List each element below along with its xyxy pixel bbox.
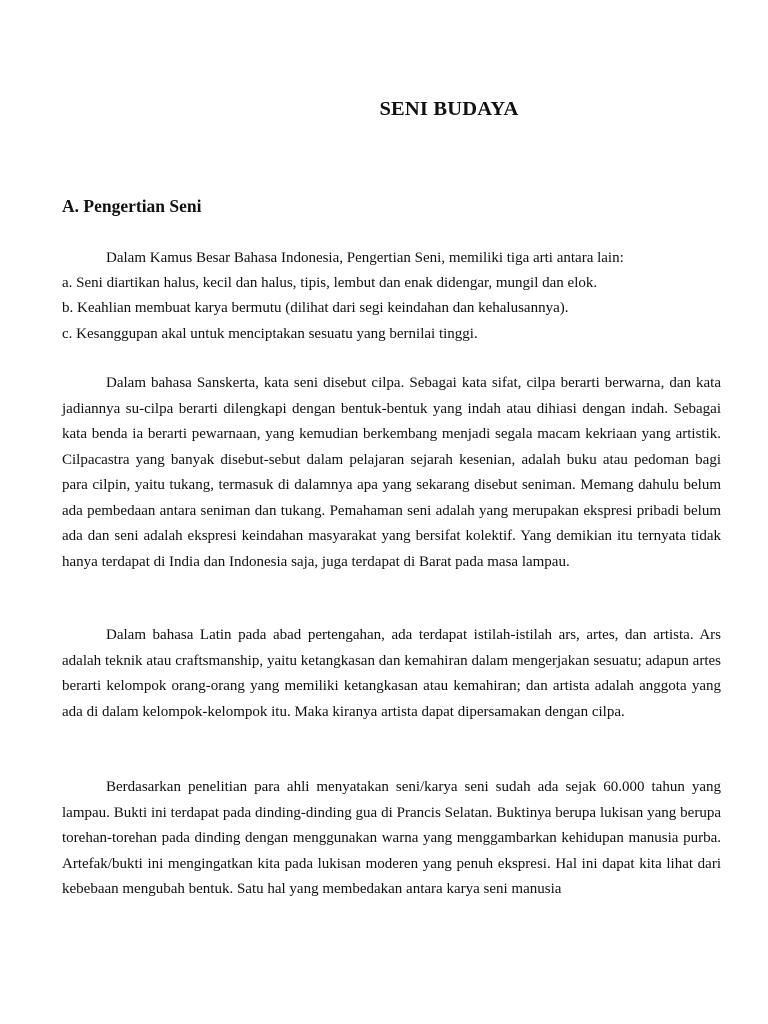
document-title: SENI BUDAYA [379,98,519,120]
list-item-c: c. Kesanggupan akal untuk menciptakan sesuatu yang bernilai tinggi. [62,326,478,342]
paragraph-latin: Dalam bahasa Latin pada abad pertengahan, ada terdapat istilah-istilah ars, artes, dan artista. Ars adalah teknik atau craftsmanship, yaitu ketangkasan dan kemahiran dalam mengerjakan sesuatu; adapun artes berarti kelompok orang-orang yang memiliki ketangkasan atau kemahiran; dan artista adalah anggota yang ada di dalam kelompok-kelompok itu. Maka kiranya artista dapat dipersamakan dengan cilpa. [62,627,721,720]
paragraph-penelitian: Berdasarkan penelitian para ahli menyatakan seni/karya seni sudah ada sejak 60.000 tahun yang lampau. Bukti ini terdapat pada dinding-dinding gua di Prancis Selatan. Buktinya berupa lukisan yang berupa torehan-torehan pada dinding dengan menggunakan warna yang menggambarkan kehidupan manusia purba. Artefak/bukti ini mengingatkan kita pada lukisan moderen yang penuh ekspresi. Hal ini dapat kita lihat dari kebebaan mengubah bentuk. Satu hal yang membedakan antara karya seni manusia [62,779,721,897]
section-heading: A. Pengertian Seni [62,196,202,216]
list-item-b: b. Keahlian membuat karya bermutu (dilihat dari segi keindahan dan kehalusannya). [62,300,569,316]
intro-sentence: Dalam Kamus Besar Bahasa Indonesia, Pengertian Seni, memiliki tiga arti antara lain: [106,250,624,266]
paragraph-sanskerta: Dalam bahasa Sanskerta, kata seni disebut cilpa. Sebagai kata sifat, cilpa berarti berwarna, dan kata jadiannya su-cilpa berarti dilengkapi dengan bentuk-bentuk yang indah atau dihiasi dengan indah. Sebagai kata benda ia berarti pewarnaan, yang kemudian berkembang menjadi segala macam kekriaan yang artistik. Cilpacastra yang banyak disebut-sebut dalam pelajaran sejarah kesenian, adalah buku atau pedoman bagi para cilpin, yaitu tukang, termasuk di dalamnya apa yang sekarang disebut seniman. Memang dahulu belum ada pembedaan antara seniman dan tukang. Pemahaman seni adalah yang merupakan ekspresi pribadi belum ada dan seni adalah ekspresi keindahan masyarakat yang bersifat kolektif. Yang demikian itu ternyata tidak hanya terdapat di India dan Indonesia saja, juga terdapat di Barat pada masa lampau. [62,375,721,570]
list-item-a: a. Seni diartikan halus, kecil dan halus, tipis, lembut dan enak didengar, mungil dan elok. [62,275,598,291]
